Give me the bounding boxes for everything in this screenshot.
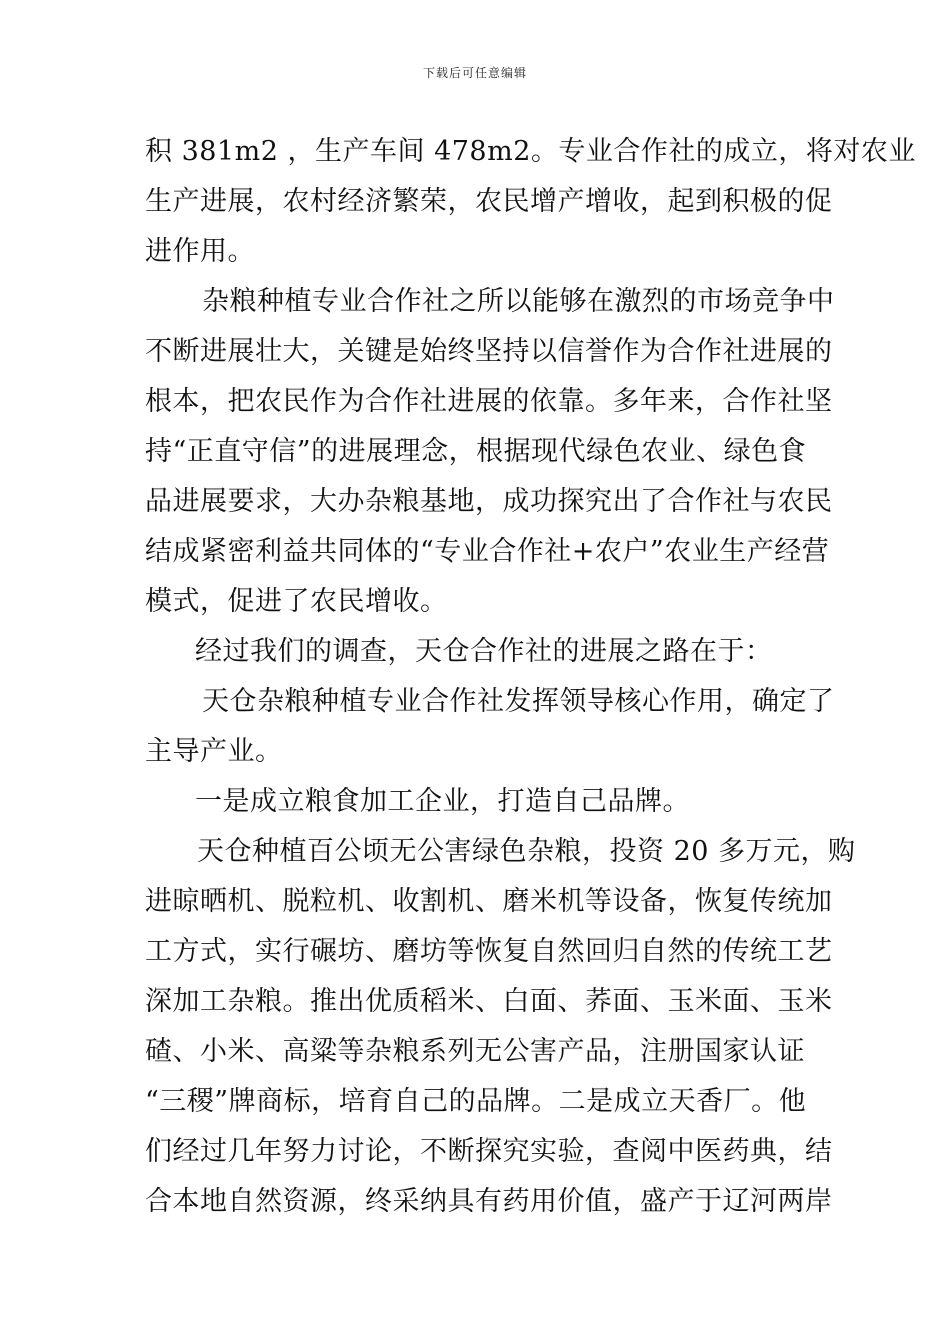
text-line: 一是成立粮食加工企业，打造自己品牌。 <box>195 786 690 817</box>
text-line: 碴、小米、高粱等杂粮系列无公害产品，注册国家认证 <box>145 1036 805 1067</box>
text-line: 不断进展壮大，关键是始终坚持以信誉作为合作社进展的 <box>145 336 833 367</box>
text-line: 进作用。 <box>145 236 255 267</box>
page-header: 下载后可任意编辑 <box>422 66 527 80</box>
text-line: 结成紧密利益共同体的“专业合作社+农户”农业生产经营 <box>145 536 830 567</box>
text-line: 天仓种植百公顷无公害绿色杂粮，投资 20 多万元，购 <box>197 836 856 867</box>
text-line: 持“正直守信”的进展理念，根据现代绿色农业、绿色食 <box>145 436 807 467</box>
document-body <box>145 127 916 1227</box>
text-line: 经过我们的调查，天仓合作社的进展之路在于： <box>195 636 773 667</box>
text-line: 天仓杂粮种植专业合作社发挥领导核心作用，确定了 <box>202 686 835 717</box>
text-line: 根本，把农民作为合作社进展的依靠。多年来，合作社坚 <box>145 386 833 417</box>
text-line: 深加工杂粮。推出优质稻米、白面、荞面、玉米面、玉米 <box>145 986 833 1017</box>
text-line: 合本地自然资源，终采纳具有药用价值，盛产于辽河两岸 <box>145 1186 833 1217</box>
text-line: 杂粮种植专业合作社之所以能够在激烈的市场竞争中 <box>202 286 835 317</box>
text-line: 品进展要求，大办杂粮基地，成功探究出了合作社与农民 <box>145 486 833 517</box>
text-line: 们经过几年努力讨论，不断探究实验，查阅中医药典，结 <box>145 1136 833 1167</box>
text-line: 进晾晒机、脱粒机、收割机、磨米机等设备，恢复传统加 <box>145 886 833 917</box>
text-line: 工方式，实行碾坊、磨坊等恢复自然回归自然的传统工艺 <box>145 936 833 967</box>
text-line: “三稷”牌商标，培育自己的品牌。二是成立天香厂。他 <box>145 1086 807 1117</box>
text-line: 生产进展，农村经济繁荣，农民增产增收，起到积极的促 <box>145 186 833 217</box>
text-line: 积 381m2 ，生产车间 478m2。专业合作社的成立，将对农业 <box>145 136 916 167</box>
text-line: 主导产业。 <box>145 736 283 767</box>
text-line: 模式，促进了农民增收。 <box>145 586 448 617</box>
